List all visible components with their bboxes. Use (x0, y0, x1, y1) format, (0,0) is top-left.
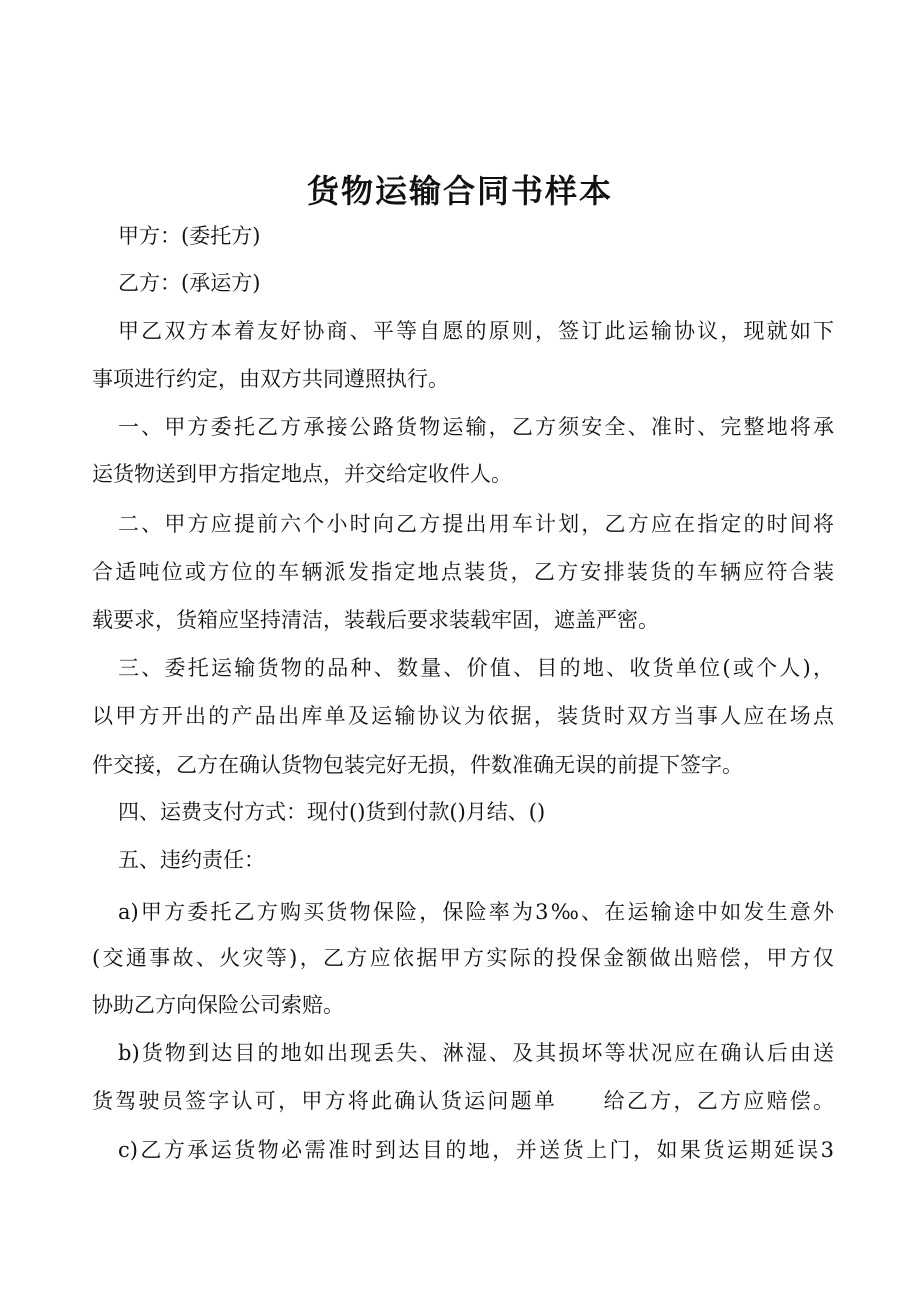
paragraph-line: 载要求，货箱应坚持清洁，装载后要求装载牢固，遮盖严密。 (92, 608, 659, 632)
document-title: 货物运输合同书样本 (306, 172, 613, 210)
party-a-line: 甲方：(委托方) (118, 224, 261, 248)
paragraph-line: 事项进行约定，由双方共同遵照执行。 (92, 367, 449, 391)
paragraph-line: 以甲方开出的产品出库单及运输协议为依据，装货时双方当事人应在场点 (92, 704, 834, 728)
paragraph-line: 五、违约责任： (118, 848, 265, 872)
paragraph-line: a)甲方委托乙方购买货物保险，保险率为3‰、在运输途中如发生意外 (118, 900, 834, 924)
paragraph-line: 一、甲方委托乙方承接公路货物运输，乙方须安全、准时、完整地将承 (118, 415, 834, 439)
paragraph-line: c)乙方承运货物必需准时到达目的地，并送货上门，如果货运期延误3 (118, 1138, 834, 1162)
paragraph-line: (交通事故、火灾等)，乙方应依据甲方实际的投保金额做出赔偿，甲方仅 (92, 946, 834, 970)
paragraph-line: 协助乙方向保险公司索赔。 (92, 993, 344, 1017)
paragraph-line: 件交接，乙方在确认货物包装完好无损，件数准确无误的前提下签字。 (92, 753, 743, 777)
paragraph-line: b)货物到达目的地如出现丢失、淋湿、及其损坏等状况应在确认后由送 (118, 1041, 834, 1065)
paragraph-line: 合适吨位或方位的车辆派发指定地点装货，乙方安排装货的车辆应符合装 (92, 560, 834, 584)
paragraph-line: 二、甲方应提前六个小时向乙方提出用车计划，乙方应在指定的时间将 (118, 512, 834, 536)
party-b-line: 乙方：(承运方) (118, 271, 261, 295)
paragraph-line: 四、运费支付方式：现付()货到付款()月结、() (118, 800, 546, 824)
paragraph-line: 甲乙双方本着友好协商、平等自愿的原则，签订此运输协议，现就如下 (118, 319, 834, 343)
paragraph-line: 三、委托运输货物的品种、数量、价值、目的地、收货单位(或个人)， (118, 656, 834, 680)
paragraph-line: 货驾驶员签字认可，甲方将此确认货运问题单 给乙方，乙方应赔偿。 (92, 1089, 834, 1113)
paragraph-line: 运货物送到甲方指定地点，并交给定收件人。 (92, 462, 512, 486)
